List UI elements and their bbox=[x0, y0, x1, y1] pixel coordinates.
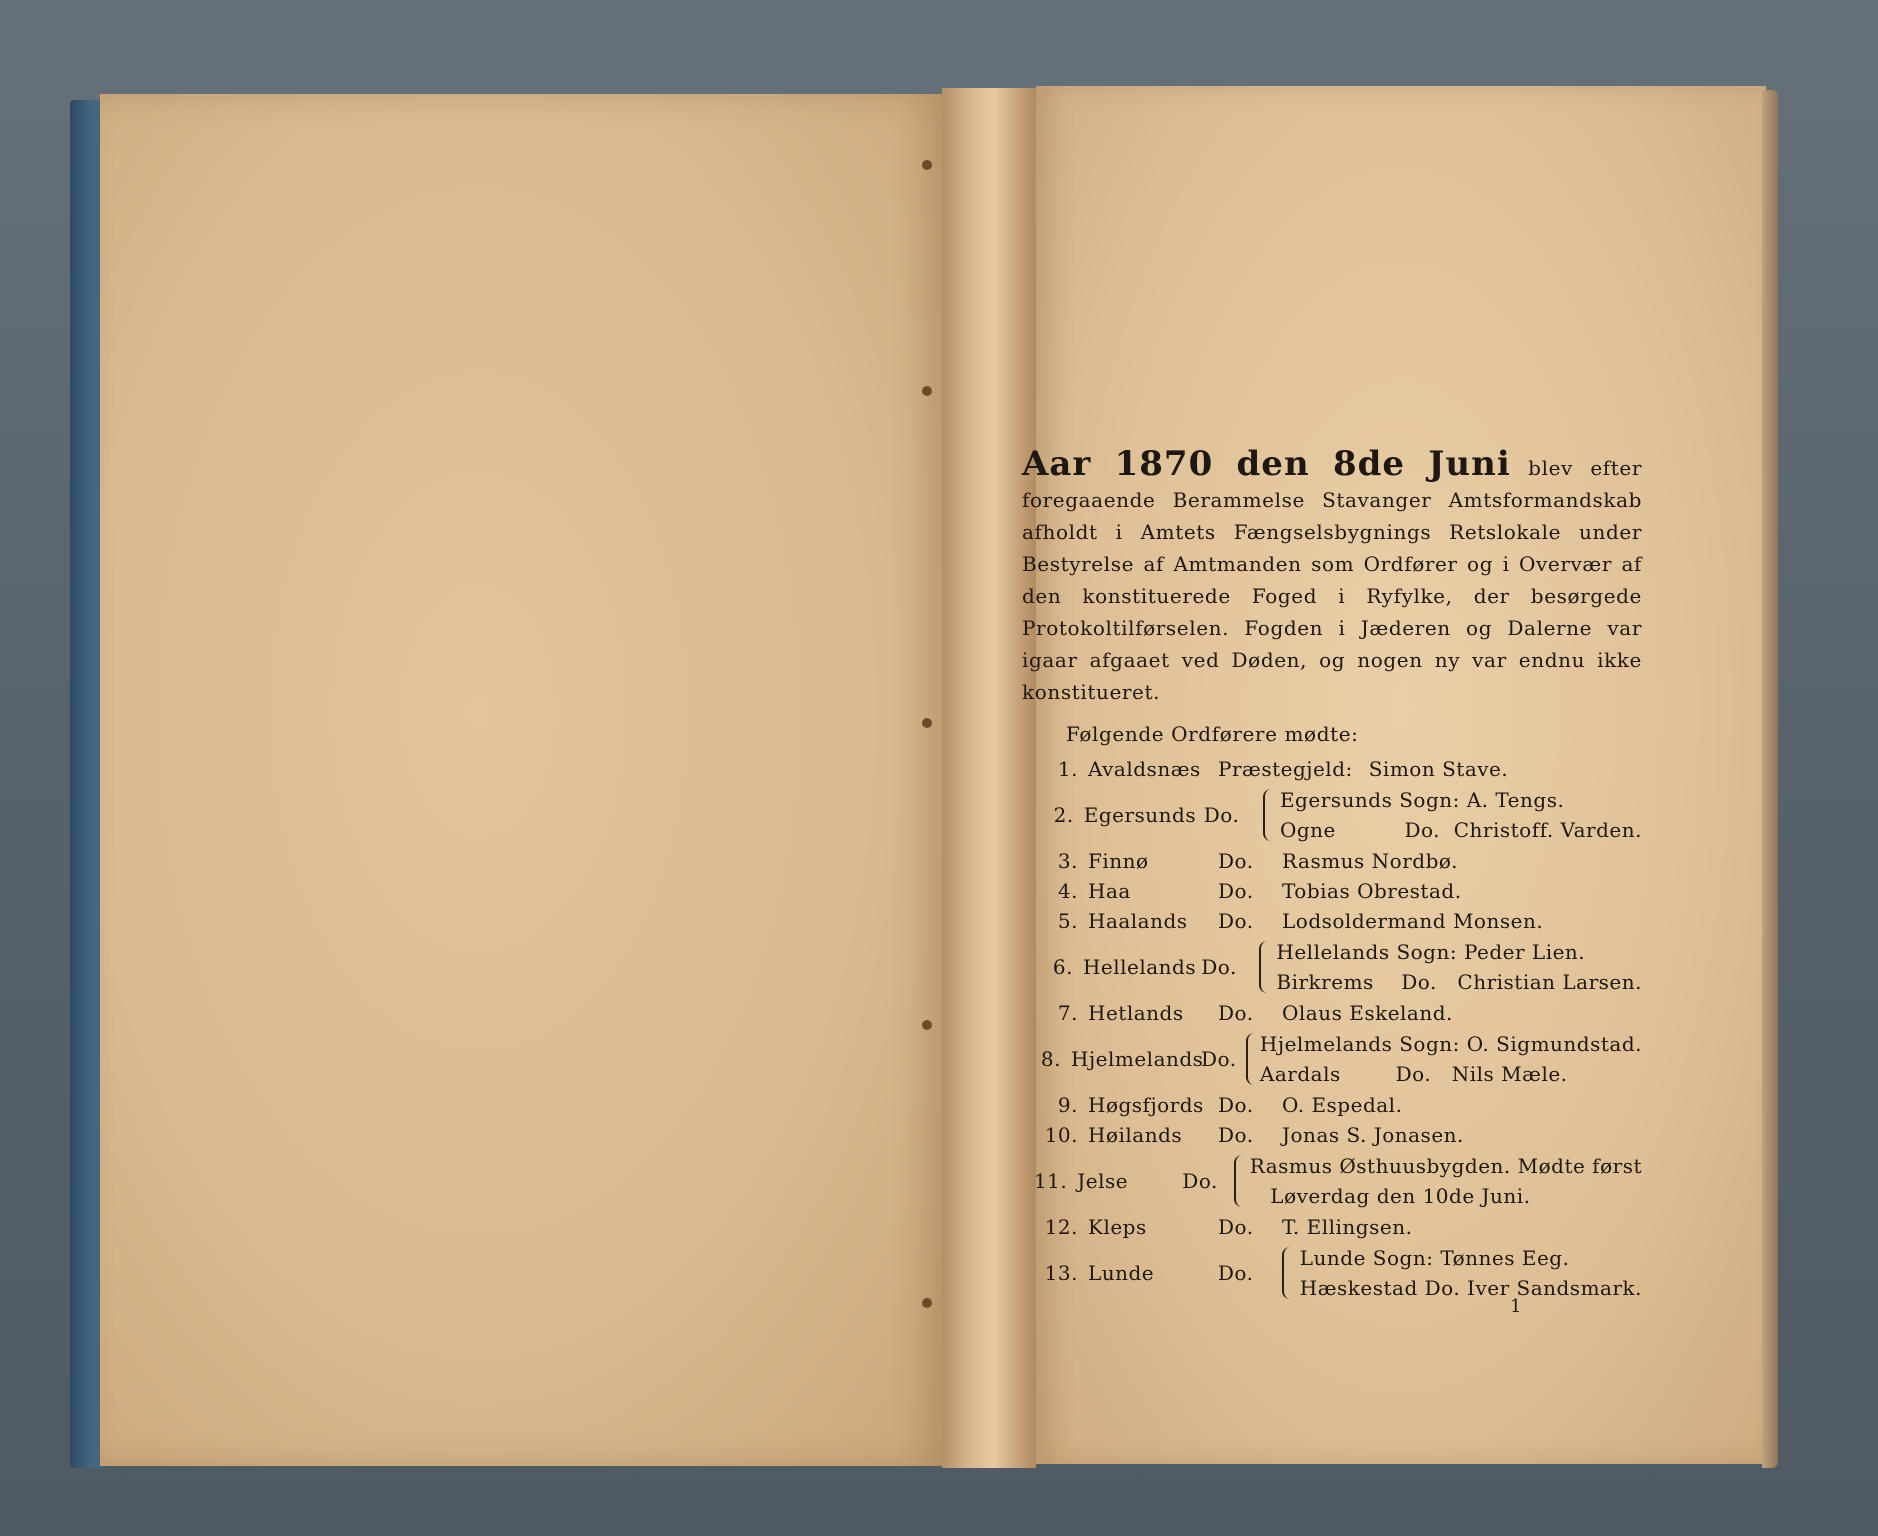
stitch-mark bbox=[922, 1298, 932, 1308]
member-person: Jonas S. Jonasen. bbox=[1282, 1123, 1464, 1147]
member-lines bbox=[1250, 1151, 1642, 1211]
member-number: 7. bbox=[1057, 1001, 1078, 1025]
member-person: Simon Stave. bbox=[1368, 757, 1509, 781]
member-ditto: Præstegjeld: bbox=[1218, 757, 1353, 781]
member-row bbox=[1022, 1242, 1642, 1304]
member-ditto: Do. bbox=[1218, 1215, 1254, 1239]
member-list bbox=[1022, 754, 1642, 1304]
member-ditto: Do. bbox=[1218, 1001, 1254, 1025]
member-row bbox=[1022, 998, 1642, 1028]
member-person: O. Espedal. bbox=[1282, 1093, 1403, 1117]
member-lines bbox=[1276, 937, 1642, 997]
member-line: Aardals Do. Nils Mæle. bbox=[1259, 1062, 1568, 1086]
member-line: Egersunds Sogn: A. Tengs. bbox=[1279, 788, 1565, 812]
member-parish: Hetlands bbox=[1088, 1001, 1184, 1025]
member-parish: Høilands bbox=[1088, 1123, 1183, 1147]
member-row bbox=[1022, 754, 1642, 784]
intro-lead: Aar 1870 den 8de Juni bbox=[1022, 444, 1511, 484]
page-text bbox=[1022, 444, 1642, 1304]
member-parish: Haalands bbox=[1088, 909, 1188, 933]
member-parish: Avaldsnæs bbox=[1088, 757, 1201, 781]
member-line: Hellelands Sogn: Peder Lien. bbox=[1276, 940, 1586, 964]
member-ditto: Do. bbox=[1218, 909, 1254, 933]
member-row bbox=[1022, 876, 1642, 906]
left-page-blank bbox=[100, 94, 942, 1466]
member-parish: Egersunds bbox=[1083, 803, 1197, 827]
brace bbox=[1282, 1247, 1296, 1299]
member-row bbox=[1022, 846, 1642, 876]
stitch-mark bbox=[922, 386, 932, 396]
book-page-edge bbox=[1762, 90, 1778, 1468]
member-ditto: Do. bbox=[1201, 1047, 1237, 1071]
member-row bbox=[1022, 784, 1642, 846]
member-person: T. Ellingsen. bbox=[1282, 1215, 1413, 1239]
member-ditto: Do. bbox=[1218, 849, 1254, 873]
member-number: 8. bbox=[1040, 1047, 1061, 1071]
member-ditto: Do. bbox=[1218, 879, 1254, 903]
member-line: Birkrems Do. Christian Larsen. bbox=[1276, 970, 1642, 994]
brace bbox=[1234, 1155, 1246, 1207]
member-person: Olaus Eskeland. bbox=[1282, 1001, 1453, 1025]
member-person: Rasmus Nordbø. bbox=[1282, 849, 1458, 873]
member-number: 5. bbox=[1057, 909, 1078, 933]
member-row bbox=[1022, 1120, 1642, 1150]
member-lines bbox=[1280, 785, 1642, 845]
member-line: Ogne Do. Christoff. Varden. bbox=[1279, 818, 1642, 842]
member-row bbox=[1022, 906, 1642, 936]
member-person: Tobias Obrestad. bbox=[1282, 879, 1462, 903]
member-number: 2. bbox=[1053, 803, 1074, 827]
intro-paragraph bbox=[1022, 444, 1642, 708]
member-row bbox=[1022, 1212, 1642, 1242]
member-parish: Lunde bbox=[1087, 1261, 1155, 1285]
member-lines bbox=[1300, 1243, 1642, 1303]
brace bbox=[1263, 789, 1276, 841]
member-number: 4. bbox=[1057, 879, 1078, 903]
present-heading: Følgende Ordførere mødte: bbox=[1066, 722, 1359, 746]
page-number: 1 bbox=[1510, 1296, 1522, 1317]
member-parish: Hjelmelands bbox=[1071, 1047, 1204, 1071]
member-row bbox=[1022, 1150, 1642, 1212]
member-ditto: Do. bbox=[1217, 1261, 1254, 1285]
member-ditto: Do. bbox=[1201, 955, 1237, 979]
member-number: 11. bbox=[1033, 1169, 1068, 1193]
stitch-mark bbox=[922, 718, 932, 728]
member-parish: Jelse bbox=[1077, 1169, 1129, 1193]
intro-text: blev efter foregaaende Berammelse Stavanger Amtsformandskab afholdt i Amtets Fængselsbygnings Retslokale under Bestyrelse af Amtmanden som Ordfører og i Overvær af den konstituerede Foged i Ryfylke, der besørgede Protokoltilførselen. Fogden i Jæderen og Dalerne var igaar afgaaet ved Døden, og nogen ny var endnu ikke konstitueret. bbox=[1022, 456, 1642, 704]
member-line: Hjelmelands Sogn: O. Sigmundstad. bbox=[1259, 1032, 1642, 1056]
brace bbox=[1259, 941, 1272, 993]
member-number: 6. bbox=[1052, 955, 1073, 979]
brace bbox=[1246, 1033, 1256, 1085]
member-number: 10. bbox=[1044, 1123, 1078, 1147]
member-number: 1. bbox=[1057, 757, 1078, 781]
stitch-mark bbox=[922, 1020, 932, 1030]
member-ditto: Do. bbox=[1182, 1169, 1218, 1193]
member-line: Hæskestad Do. Iver Sandsmark. bbox=[1299, 1276, 1642, 1300]
member-person: Lodsoldermand Monsen. bbox=[1282, 909, 1544, 933]
member-parish: Hellelands bbox=[1082, 955, 1197, 979]
member-ditto: Do. bbox=[1218, 1123, 1254, 1147]
member-number: 12. bbox=[1044, 1215, 1078, 1239]
member-number: 13. bbox=[1044, 1261, 1078, 1285]
stitch-mark bbox=[922, 160, 932, 170]
member-parish: Høgsfjords bbox=[1088, 1093, 1204, 1117]
member-ditto: Do. bbox=[1218, 1093, 1254, 1117]
member-ditto: Do. bbox=[1203, 803, 1240, 827]
member-parish: Kleps bbox=[1088, 1215, 1147, 1239]
member-parish: Finnø bbox=[1088, 849, 1149, 873]
member-number: 3. bbox=[1057, 849, 1078, 873]
member-line: Lunde Sogn: Tønnes Eeg. bbox=[1299, 1246, 1570, 1270]
member-parish: Haa bbox=[1088, 879, 1131, 903]
member-lines bbox=[1260, 1029, 1642, 1089]
member-number: 9. bbox=[1057, 1093, 1078, 1117]
member-row bbox=[1022, 1090, 1642, 1120]
member-row bbox=[1022, 1028, 1642, 1090]
member-row bbox=[1022, 936, 1642, 998]
member-line: Rasmus Østhuusbygden. Mødte først bbox=[1249, 1154, 1642, 1178]
member-line: Løverdag den 10de Juni. bbox=[1249, 1184, 1531, 1208]
